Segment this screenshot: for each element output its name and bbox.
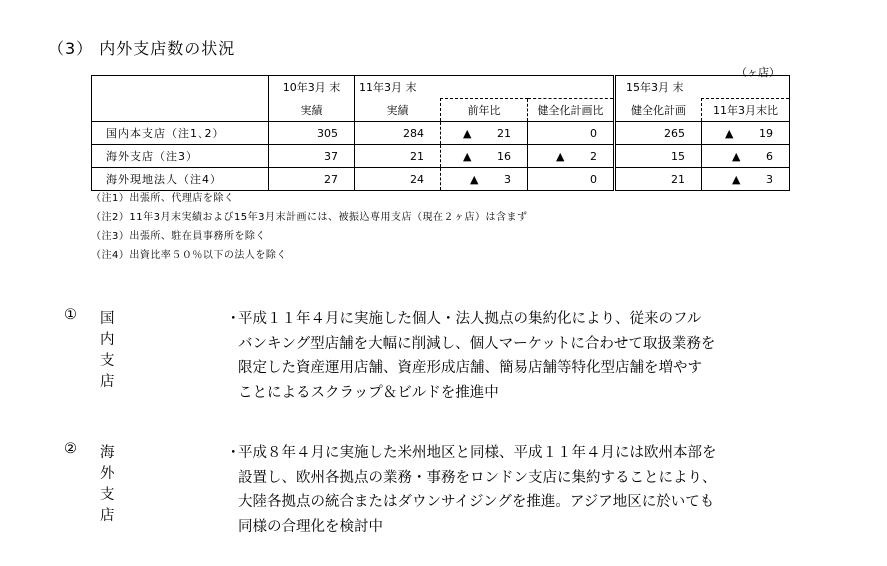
body-line: 設置し、欧州各拠点の業務・事務をロンドン支店に集約することにより、 xyxy=(238,469,717,486)
cell-y11: 24 xyxy=(355,168,441,191)
cell-vs11: ▲ 19 xyxy=(702,122,790,145)
note-3: （注3）出張所、駐在員事務所を除く xyxy=(91,231,266,242)
body-line: バンキング型店舗を大幅に削減し、個人マーケットに合わせて取扱業務を xyxy=(238,335,716,352)
decrease-triangle-icon: ▲ xyxy=(463,149,472,163)
section-heading: 国内支店 xyxy=(100,311,115,390)
body-line: 大陸各拠点の統合またはダウンサイジングを推進。アジア地区に於いても xyxy=(238,494,715,510)
table-row xyxy=(92,122,790,145)
cell-vs11: ▲ 3 xyxy=(702,168,790,191)
cell-y10: 27 xyxy=(269,168,355,191)
body-line: 平成１１年４月に実施した個人・法人拠点の集約化により、従来のフル xyxy=(238,311,702,327)
page-title: （3） 内外支店数の状況 xyxy=(48,39,236,58)
section-body xyxy=(226,307,836,405)
table-header-row-1 xyxy=(92,76,790,99)
branch-count-table xyxy=(91,75,790,191)
cell-vs-plan: 0 xyxy=(528,122,615,145)
note-4: （注4）出資比率５０％以下の法人を除く xyxy=(91,250,287,261)
header-15: 15年3月 末 xyxy=(615,76,702,99)
decrease-triangle-icon: ▲ xyxy=(732,149,741,163)
cell-y10: 305 xyxy=(269,122,355,145)
row-label: 海外現地法人（注4） xyxy=(92,168,269,191)
unit-label: （ヶ店） xyxy=(736,66,780,79)
decrease-triangle-icon: ▲ xyxy=(556,149,565,163)
decrease-triangle-icon: ▲ xyxy=(470,172,479,186)
cell-vs-plan: 0 xyxy=(528,168,615,191)
cell-p15: 15 xyxy=(615,145,702,168)
body-line: 平成８年４月に実施した米州地区と同様、平成１１年４月には欧州本部を xyxy=(238,445,717,461)
decrease-triangle-icon: ▲ xyxy=(732,172,741,186)
table-notes xyxy=(91,189,528,265)
cell-y11: 21 xyxy=(355,145,441,168)
table-row xyxy=(92,145,790,168)
cell-yoy: ▲ 21 xyxy=(441,122,528,145)
header-10-actual: 実績 xyxy=(269,99,355,122)
section-number: ② xyxy=(64,441,77,457)
body-line: 限定した資産運用店舗、資産形成店舗、簡易店舗等特化型店舗を増やす xyxy=(238,360,702,376)
table-row xyxy=(92,168,790,191)
note-1: （注1）出張所、代理店を除く xyxy=(91,193,235,204)
cell-yoy: ▲ 3 xyxy=(441,168,528,191)
bullet-icon: ・ xyxy=(226,311,241,327)
section-heading: 海外支店 xyxy=(100,445,115,524)
cell-y11: 284 xyxy=(355,122,441,145)
header-yoy: 前年比 xyxy=(441,99,528,122)
header-plan-15: 健全化計画 xyxy=(615,99,702,122)
header-11: 11年3月 末 xyxy=(355,76,441,99)
cell-yoy: ▲ 16 xyxy=(441,145,528,168)
cell-vs11: ▲ 6 xyxy=(702,145,790,168)
cell-p15: 265 xyxy=(615,122,702,145)
decrease-triangle-icon: ▲ xyxy=(463,126,472,140)
note-2: （注2）11年3月末実績および15年3月末計画には、被振込専用支店（現在２ヶ店）は含まず xyxy=(91,212,528,223)
cell-y10: 37 xyxy=(269,145,355,168)
header-vs-plan: 健全化計画比 xyxy=(528,99,615,122)
body-line: 同様の合理化を検討中 xyxy=(238,518,383,535)
section-number: ① xyxy=(64,307,77,323)
row-label: 海外支店（注3） xyxy=(92,145,269,168)
body-line: ことによるスクラップ＆ビルドを推進中 xyxy=(238,384,499,401)
header-11-actual: 実績 xyxy=(355,99,441,122)
table-header-row-2 xyxy=(92,99,790,122)
bullet-icon: ・ xyxy=(226,445,241,461)
header-vs-11: 11年3月末比 xyxy=(702,99,790,122)
row-label: 国内本支店（注1､2） xyxy=(92,122,269,145)
section-body xyxy=(226,441,836,539)
cell-vs-plan: ▲ 2 xyxy=(528,145,615,168)
decrease-triangle-icon: ▲ xyxy=(725,126,734,140)
header-10: 10年3月 末 xyxy=(269,76,355,99)
cell-p15: 21 xyxy=(615,168,702,191)
